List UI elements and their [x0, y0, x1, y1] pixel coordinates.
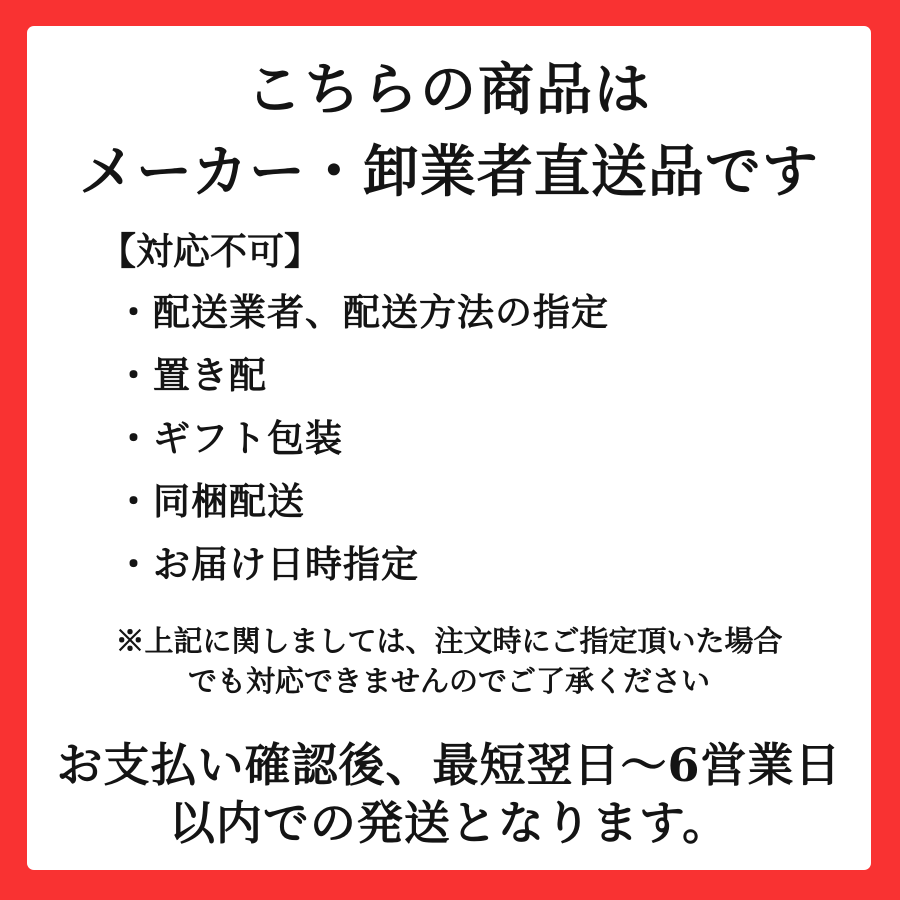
shipping-info — [27, 737, 871, 852]
title-line-2: メーカー・卸業者直送品です — [79, 138, 819, 205]
restriction-item-datetime: ・お届け日時指定 — [115, 542, 419, 587]
disclaimer-line-1: ※上記に関しましては、注文時にご指定頂いた場合 — [115, 624, 783, 659]
restrictions-section — [99, 229, 871, 587]
title-line-1: こちらの商品は — [246, 57, 652, 123]
restriction-list — [115, 290, 871, 587]
shipping-line-1: お支払い確認後、最短翌日〜6営業日 — [56, 738, 842, 793]
restriction-item-dropoff: ・置き配 — [115, 353, 267, 398]
page-title — [27, 26, 871, 203]
disclaimer-note — [27, 621, 871, 701]
restriction-item-bundled: ・同梱配送 — [115, 479, 305, 524]
shipping-line-2: 以内での発送となります。 — [168, 795, 730, 850]
notice-panel — [27, 26, 871, 870]
restriction-item-giftwrap: ・ギフト包装 — [115, 416, 343, 461]
restrictions-heading: 【対応不可】 — [99, 229, 321, 274]
restriction-item-carrier: ・配送業者、配送方法の指定 — [115, 290, 609, 335]
disclaimer-line-2: でも対応できませんのでご了承ください — [187, 664, 710, 699]
